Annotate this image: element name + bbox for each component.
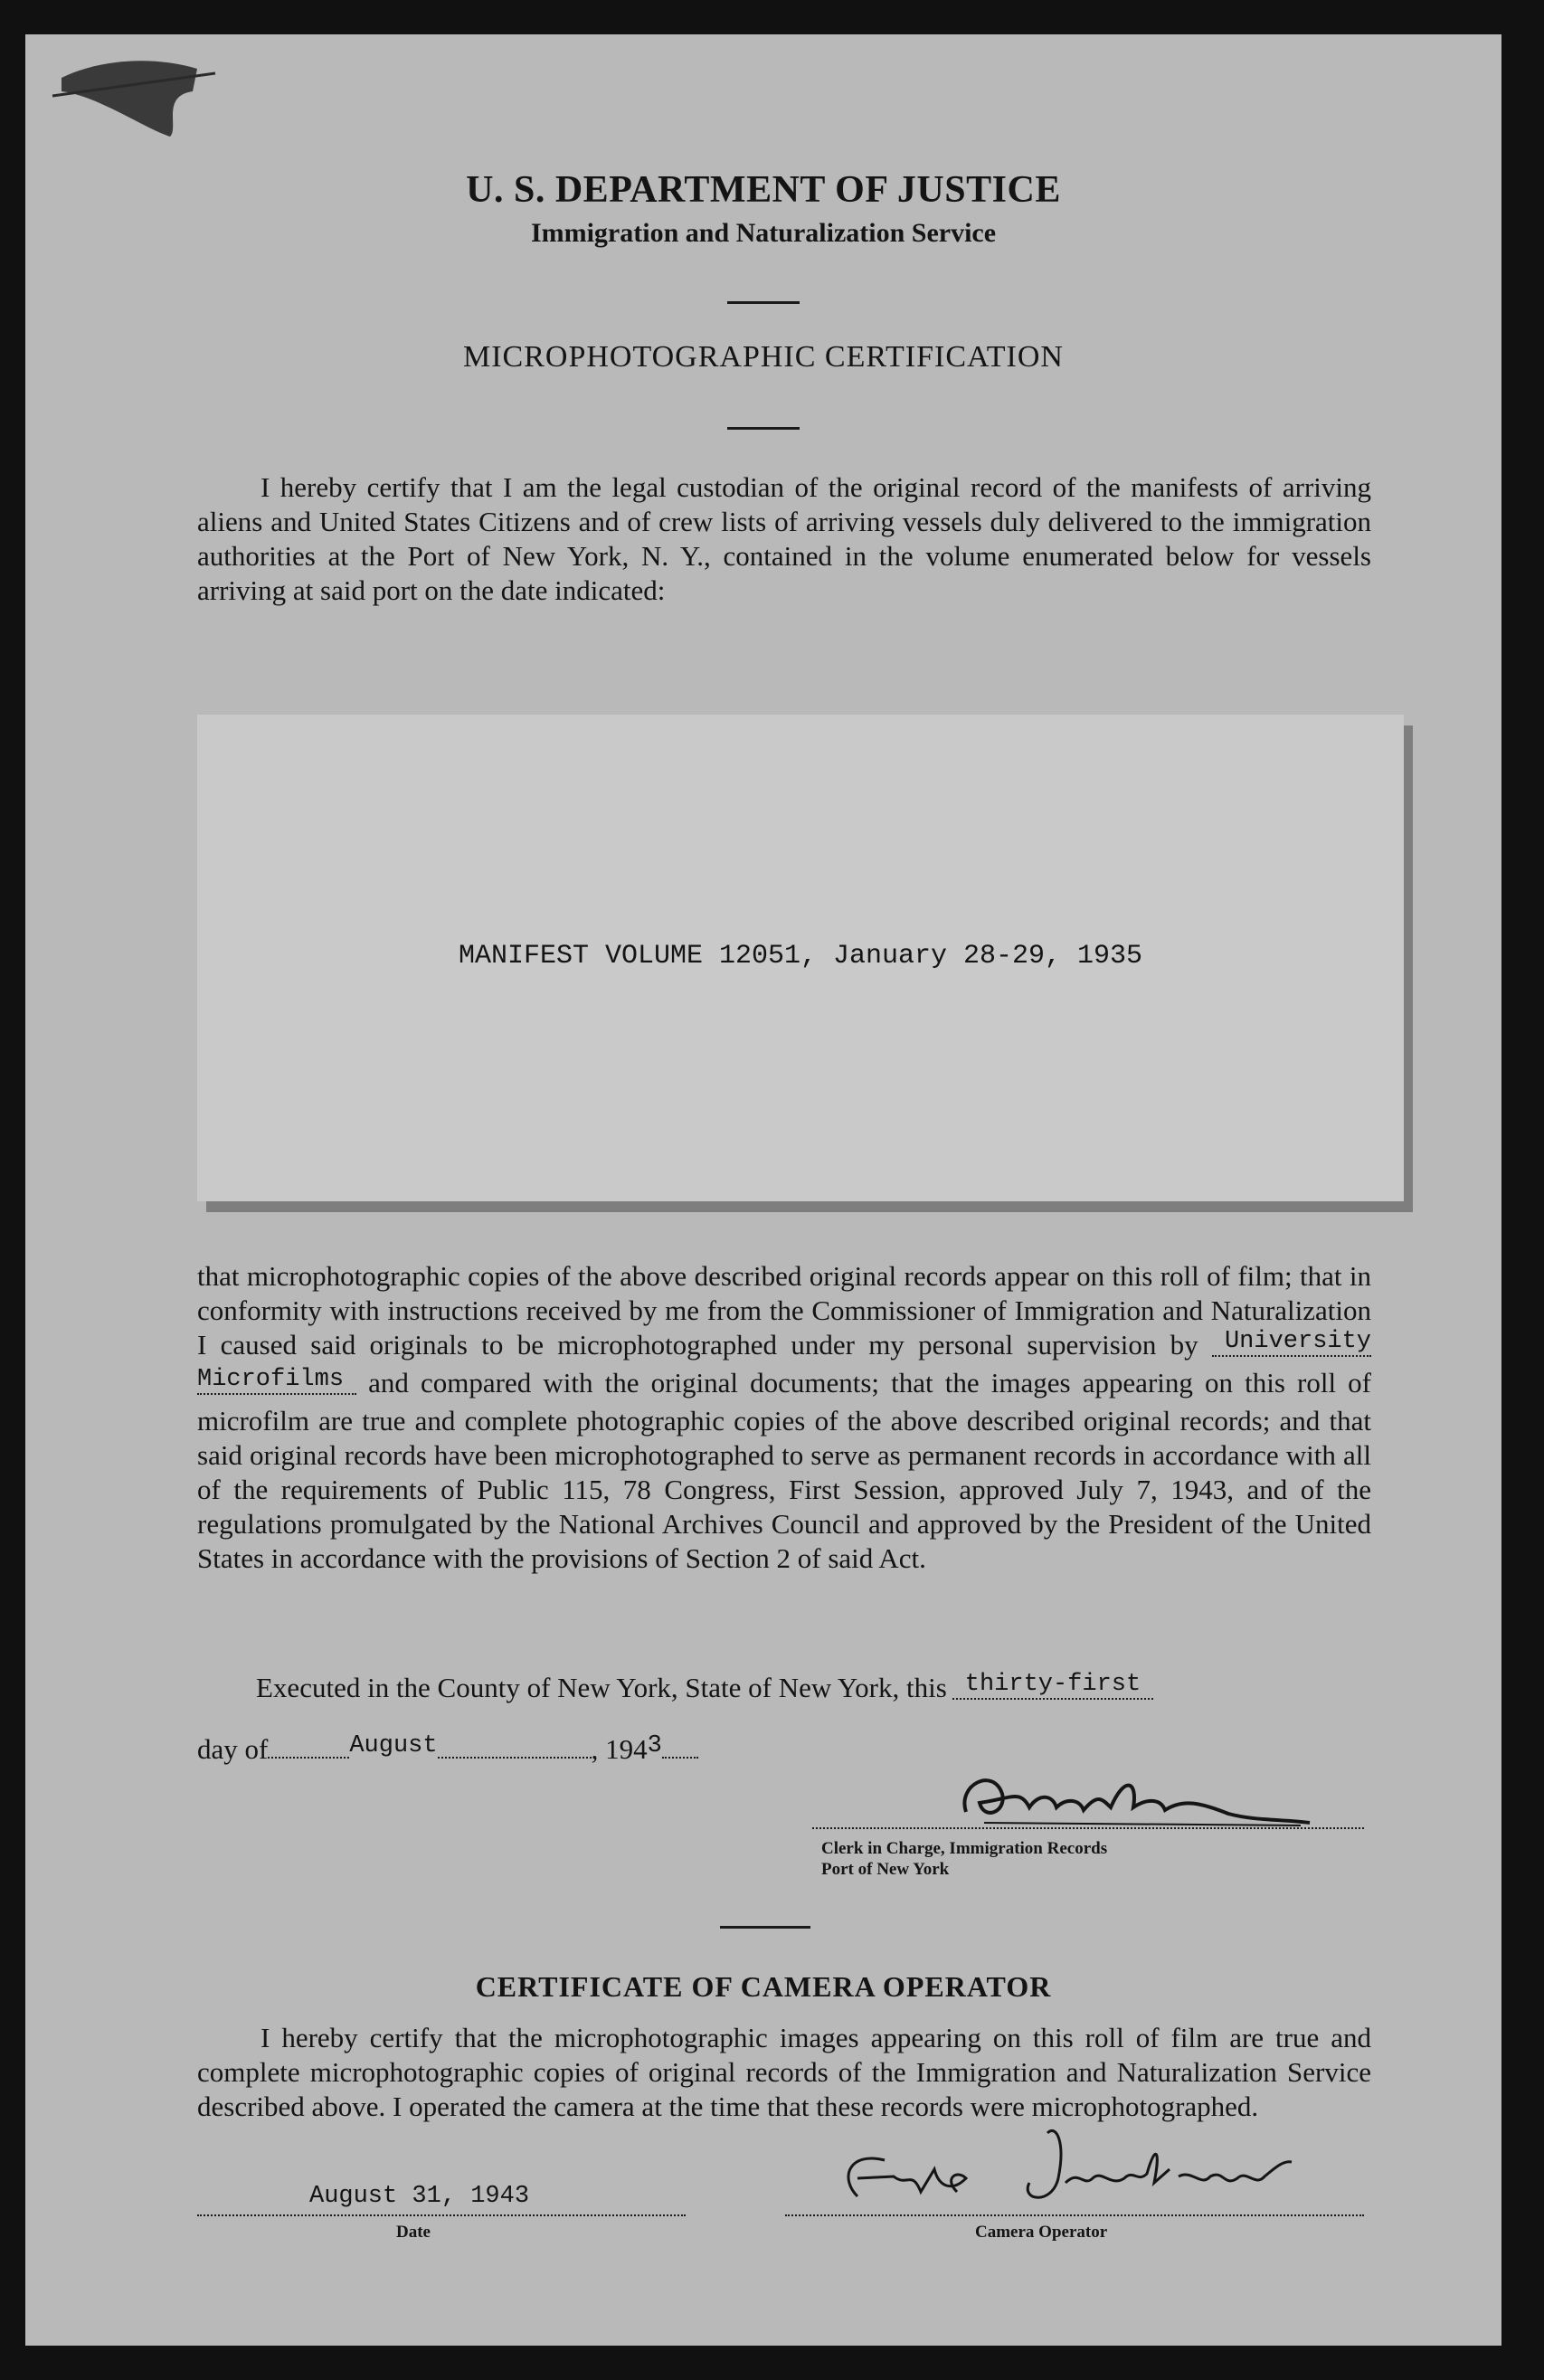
divider-rule (727, 427, 800, 430)
filmed-by-value: University Microfilms (197, 1328, 1372, 1393)
intro-paragraph: I hereby certify that I am the legal custodian of the original record of the manifests of arriving aliens and United States Citizens and of crew lists of arriving vessels duly delivered to the immigration authorities at the Port of New York, N. Y., contained in the volume enumerated below for vessels arriving at said port on the date indicated: (197, 471, 1371, 606)
operator-signature-line (785, 2213, 1364, 2216)
certification-paragraph (197, 1259, 1371, 1576)
execution-prefix: Executed in the County of New York, State of New York, this (256, 1672, 947, 1703)
torn-corner-mark (43, 42, 224, 159)
department-title: U. S. DEPARTMENT OF JUSTICE (466, 169, 1061, 211)
divider-rule (720, 1926, 810, 1929)
record-card (197, 715, 1404, 1201)
clerk-signature-line (812, 1825, 1364, 1829)
execution-month-value: August (349, 1732, 438, 1759)
execution-day-value: thirty-first (952, 1671, 1153, 1700)
date-label: Date (396, 2223, 431, 2242)
camera-date-value: August 31, 1943 (309, 2183, 530, 2210)
camera-certificate-paragraph: I hereby certify that the microphotographic images appearing on this roll of film are true and complete microphotographic copies of original records of the Immigration and Naturalization Service described above. I operated the camera at the time that these records were microphotographed. (197, 2022, 1371, 2122)
clerk-title-line2: Port of New York (821, 1860, 950, 1879)
manifest-volume-text: MANIFEST VOLUME 12051, January 28-29, 1935 (458, 941, 1143, 972)
camera-certificate-heading: CERTIFICATE OF CAMERA OPERATOR (475, 1970, 1052, 2003)
execution-year-prefix: , 194 (591, 1733, 648, 1765)
clerk-title-line1: Clerk in Charge, Immigration Records (821, 1839, 1108, 1858)
clerk-title (821, 1838, 1107, 1880)
document-heading: MICROPHOTOGRAPHIC CERTIFICATION (462, 340, 1064, 374)
divider-rule (727, 301, 800, 304)
operator-signature (821, 2106, 1310, 2224)
day-of-label: day of (197, 1733, 269, 1765)
operator-label: Camera Operator (975, 2223, 1108, 2242)
certification-text-part1: that microphotographic copies of the above described original records appear on this roll of film; that in conformity with instructions received by me from the Commissioner of Immigration and Naturalization I caused said originals to be microphotographed under my personal supervision by (197, 1260, 1371, 1361)
certificate-page (25, 34, 1501, 2346)
execution-year-digit: 3 (647, 1732, 662, 1759)
day-of-line (197, 1733, 698, 1767)
certification-text-part2: and compared with the original documents; that the images appearing on this roll of microfilm are true and complete photographic copies of the above described original records; and that said original records have been microphotographed to serve as permanent records in accordance with all of the requirements of Public 115, 78 Congress, First Session, approved July 7, 1943, and of the regulations promulgated by the National Archives Council and approved by the President of the United States in accordance with the provisions of Section 2 of said Act. (197, 1367, 1372, 1574)
execution-line (256, 1672, 1153, 1705)
service-subtitle: Immigration and Naturalization Service (530, 218, 997, 248)
date-line (197, 2213, 686, 2216)
